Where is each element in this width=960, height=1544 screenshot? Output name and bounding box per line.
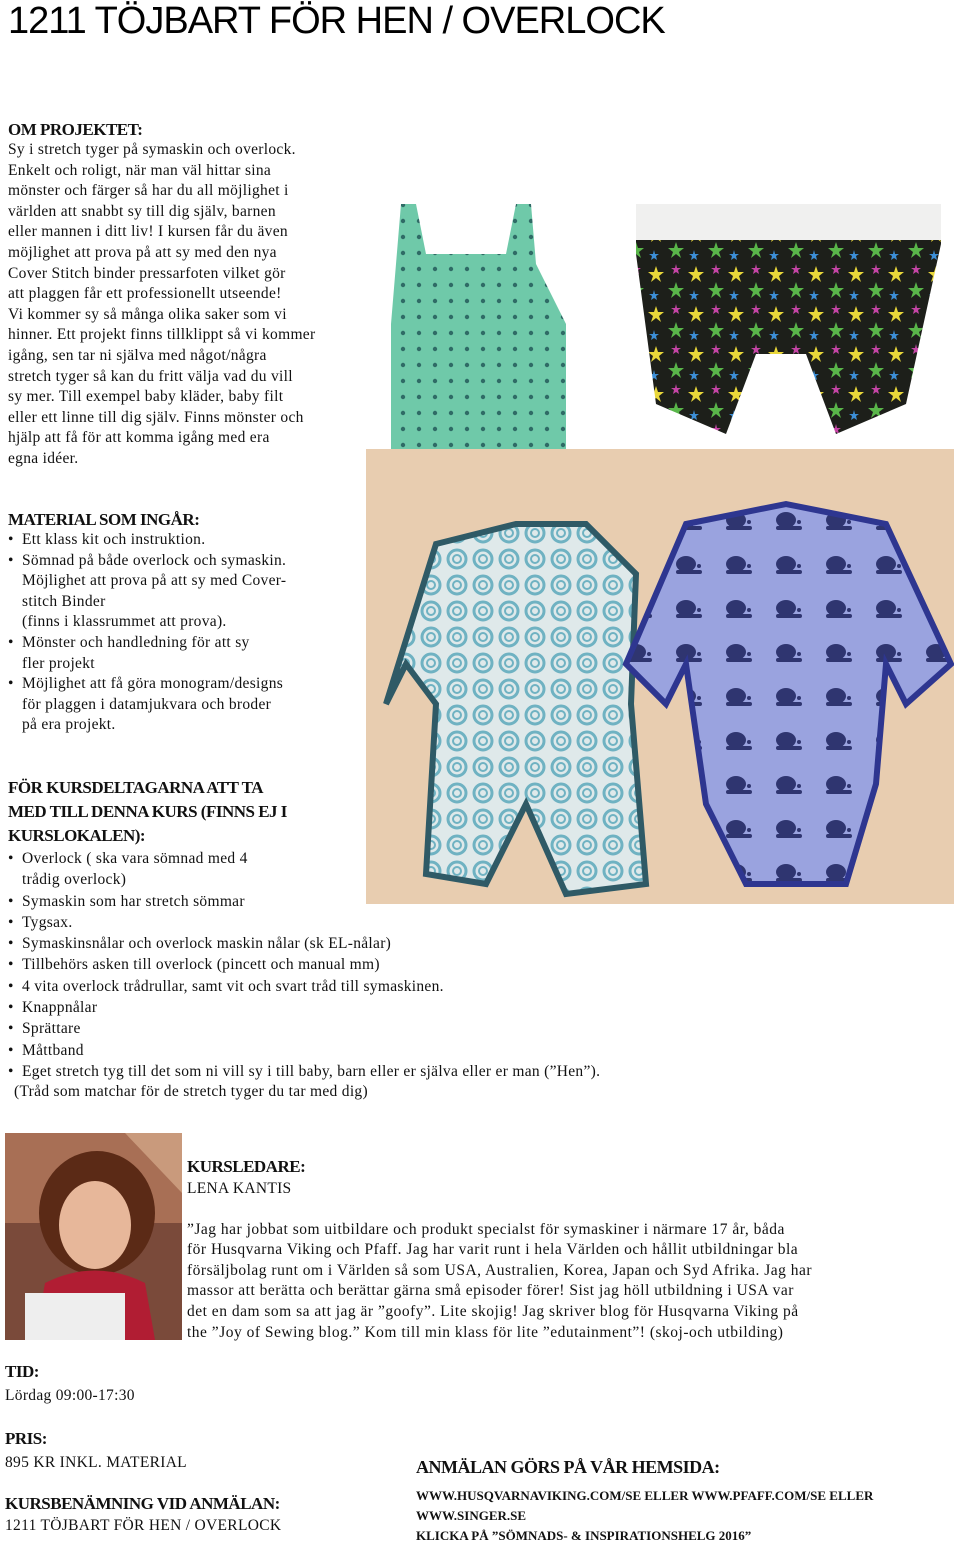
teacher-bio-line: ”Jag har jobbat som uitbildare och produkt specialst för symaskiner i närmare 17 år, båda bbox=[187, 1220, 785, 1238]
about-text bbox=[8, 140, 358, 470]
participants-item: • Overlock ( ska vara sömnad med 4 bbox=[8, 848, 908, 869]
materials-item: stitch Binder bbox=[22, 592, 106, 610]
price-value: 895 KR INKL. MATERIAL bbox=[5, 1454, 187, 1471]
about-line: mönster och färger så har du all möjlighet i bbox=[8, 182, 289, 200]
materials-item: (finns i klassrummet att prova). bbox=[22, 613, 227, 631]
participants-item: • Tygsax. bbox=[8, 912, 908, 933]
page-title: 1211 TÖJBART FÖR HEN / OVERLOCK bbox=[8, 0, 665, 42]
participants-item: • Knappnålar bbox=[8, 997, 908, 1018]
materials-item: på era projekt. bbox=[22, 716, 116, 734]
about-line: att plaggen får ett professionellt utseende! bbox=[8, 285, 282, 303]
course-name-heading: KURSBENÄMNING VID ANMÄLAN: bbox=[5, 1494, 280, 1513]
about-line: hjälp att få för att komma igång med era bbox=[8, 429, 270, 447]
about-section bbox=[8, 120, 358, 470]
teacher-bio-line: för Husqvarna Viking och Pfaff. Jag har varit runt i hela Världen och hållit utbildningar bla bbox=[187, 1241, 799, 1259]
materials-item: • Mönster och handledning för att sy bbox=[8, 633, 368, 654]
signup-link-2[interactable]: WWW.SINGER.SE bbox=[416, 1508, 527, 1523]
about-line: hinner. Ett projekt finns tillklippt så vi kommer bbox=[8, 326, 316, 344]
about-line: sy mer. Till exempel baby kläder, baby filt bbox=[8, 388, 284, 406]
about-line: egna idéer. bbox=[8, 449, 79, 467]
participants-footnote: (Tråd som matchar för de stretch tyger du tar med dig) bbox=[14, 1083, 368, 1101]
participants-item: • Symaskinsnålar och overlock maskin nålar (sk EL-nålar) bbox=[8, 933, 908, 954]
teacher-portrait bbox=[5, 1133, 182, 1340]
signup-section bbox=[416, 1457, 956, 1544]
participants-heading-line: FÖR KURSDELTAGARNA ATT TA bbox=[8, 778, 264, 797]
teacher-heading: KURSLEDARE: bbox=[187, 1157, 306, 1176]
course-name-section bbox=[5, 1494, 281, 1537]
about-heading: OM PROJEKTET: bbox=[8, 120, 143, 139]
about-line: Cover Stitch binder pressarfoten vilket gör bbox=[8, 264, 286, 282]
time-value: Lördag 09:00-17:30 bbox=[5, 1387, 135, 1404]
materials-item: för plaggen i datamjukvara och broder bbox=[22, 695, 272, 713]
participants-heading bbox=[8, 776, 908, 848]
about-line: möjlighet att prova på att sy med den nya bbox=[8, 243, 277, 261]
about-line: stretch tyger så kan du fritt välja vad du vill bbox=[8, 367, 293, 385]
about-line: eller ett linne till dig själv. Finns mönster och bbox=[8, 408, 304, 426]
participants-heading-line: MED TILL DENNA KURS (FINNS EJ I bbox=[8, 802, 287, 821]
signup-instruction: KLICKA PÅ ”SÖMNADS- & INSPIRATIONSHELG 2016” bbox=[416, 1528, 752, 1543]
materials-item: • Ett klass kit och instruktion. bbox=[8, 530, 368, 551]
teacher-bio bbox=[187, 1220, 957, 1344]
participants-item: • Sprättare bbox=[8, 1018, 908, 1039]
participants-item: trådig overlock) bbox=[22, 871, 127, 889]
participants-list bbox=[8, 848, 908, 1082]
materials-section bbox=[8, 510, 368, 736]
course-name-value: 1211 TÖJBART FÖR HEN / OVERLOCK bbox=[5, 1517, 282, 1534]
materials-heading: MATERIAL SOM INGÅR: bbox=[8, 510, 200, 529]
time-section bbox=[5, 1362, 135, 1407]
participants-item: • Eget stretch tyg till det som ni vill sy i till baby, barn eller er själva eller er man (”Hen”). bbox=[8, 1061, 908, 1082]
about-line: Sy i stretch tyger på symaskin och overlock. bbox=[8, 141, 296, 158]
participants-section bbox=[8, 776, 908, 1103]
about-line: Vi kommer sy så många olika saker som vi bbox=[8, 305, 287, 323]
about-line: eller mannen i ditt liv! I kursen får du även bbox=[8, 223, 288, 241]
teacher-section bbox=[187, 1157, 957, 1343]
teacher-name: LENA KANTIS bbox=[187, 1180, 292, 1197]
signup-heading: ANMÄLAN GÖRS PÅ VÅR HEMSIDA: bbox=[416, 1457, 720, 1477]
about-line: världen att snabbt sy till dig själv, barnen bbox=[8, 202, 276, 220]
about-line: igång, sen tar ni själva med något/några bbox=[8, 346, 267, 364]
materials-list bbox=[8, 530, 368, 736]
materials-item: Möjlighet att prova på att sy med Cover- bbox=[22, 572, 287, 590]
about-line: Enkelt och roligt, när man väl hittar sina bbox=[8, 161, 272, 179]
materials-item: • Sömnad på både overlock och symaskin. bbox=[8, 551, 368, 572]
participants-heading-line: KURSLOKALEN): bbox=[8, 826, 146, 845]
teacher-bio-line: försäljbolag runt om i Världen så som USA, Australien, Korea, Japan och Syd Afrika. Jag har bbox=[187, 1261, 813, 1279]
participants-item: • Måttband bbox=[8, 1040, 908, 1061]
teacher-bio-line: massor att berätta och berättar gärna små episoder förer! Sist jag höll utbildning i USA var bbox=[187, 1282, 794, 1300]
teacher-bio-line: the ”Joy of Sewing blog.” Kom till min klass för lite ”edutainment”! (skoj-och utbilding) bbox=[187, 1323, 784, 1341]
materials-item: • Möjlighet att få göra monogram/designs bbox=[8, 674, 368, 695]
teacher-photo bbox=[5, 1133, 182, 1340]
price-section bbox=[5, 1429, 187, 1474]
participants-item: • 4 vita overlock trådrullar, samt vit och svart tråd till symaskinen. bbox=[8, 976, 908, 997]
price-heading: PRIS: bbox=[5, 1429, 47, 1448]
teacher-bio-line: det en dam som sa att jag är ”goofy”. Lite skojig! Jag skriver blog för Husqvarna Viking på bbox=[187, 1302, 799, 1320]
participants-item: • Tillbehörs asken till overlock (pincett och manual mm) bbox=[8, 954, 908, 975]
materials-item: fler projekt bbox=[22, 654, 95, 672]
signup-link-1[interactable]: WWW.HUSQVARNAVIKING.COM/SE ELLER WWW.PFAFF.COM/SE ELLER bbox=[416, 1488, 874, 1503]
participants-item: • Symaskin som har stretch sömmar bbox=[8, 891, 908, 912]
time-heading: TID: bbox=[5, 1362, 39, 1381]
